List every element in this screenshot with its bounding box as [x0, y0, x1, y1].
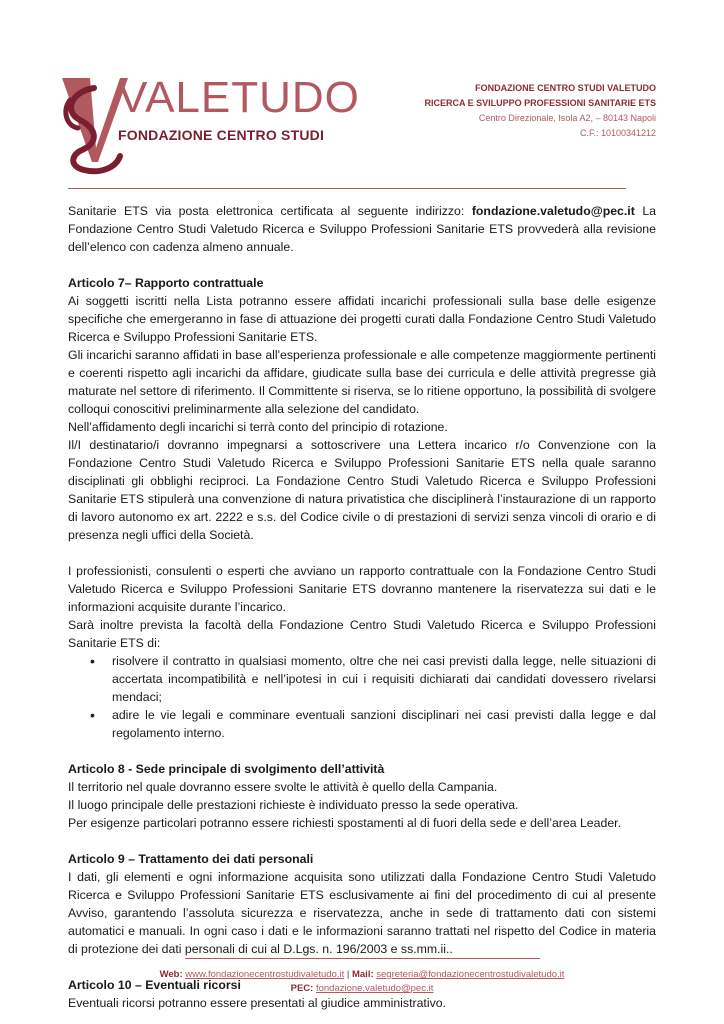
logo-subtitle: FONDAZIONE CENTRO STUDI — [118, 127, 325, 143]
footer-divider — [185, 958, 540, 959]
article-7-paragraph-4: Il/I destinatario/i dovranno impegnarsi a sottoscrivere una Lettera incarico r/o Convenzione con la Fondazione Centro Studi Valetudo Ricerca e Sviluppo Professioni Sanitarie ETS nella quale saranno disciplinati gli obblighi reciproci. La Fondazione Centro Studi Valetudo Ricerca e Sviluppo Professioni Sanitarie ETS stipulerà una convenzione di natura privatistica che disciplinerà l’instaurazione di un rapporto di lavoro autonomo ex art. 2222 e s.s. del Codice civile o di prestazioni di servizi senza vincoli di orario e di presenza negli uffici della Società. — [68, 438, 656, 542]
article-8-line-1: Il territorio nel quale dovranno essere svolte le attività è quello della Campania. — [68, 780, 498, 794]
article-8-heading: Articolo 8 - Sede principale di svolgimento dell’attività — [68, 762, 385, 776]
list-item: • risolvere il contratto in qualsiasi momento, oltre che nei casi previsti dalla legge, nelle situazioni di accertata incompatibilità e nell’ipotesi in cui i requisiti dichiarati dai candidati dovessero rivelarsi mendaci; — [112, 652, 656, 706]
intro-paragraph — [68, 202, 656, 256]
footer-line-2: PEC: fondazione.valetudo@pec.it — [290, 983, 434, 994]
web-label: Web — [159, 969, 180, 980]
logo-wordmark: VALETUDO — [118, 73, 360, 122]
org-name: FONDAZIONE CENTRO STUDI VALETUDO — [475, 83, 656, 93]
organization-details — [424, 81, 656, 141]
valetudo-logo — [60, 70, 360, 180]
article-9-heading: Articolo 9 – Trattamento dei dati personali — [68, 852, 314, 866]
article-7-heading: Articolo 7– Rapporto contrattuale — [68, 276, 264, 290]
article-10-paragraph: Eventuali ricorsi potranno essere presentati al giudice amministrativo. — [68, 996, 446, 1010]
letterhead — [0, 0, 724, 200]
intro-text-after: La Fondazione Centro Studi Valetudo Ricerca e Sviluppo Professioni Sanitarie ETS provvederà alla revisione dell’elenco con cadenza almeno annuale. — [68, 204, 656, 254]
article-7-paragraph-5: I professionisti, consulenti o esperti che avviano un rapporto contrattuale con la Fondazione Centro Studi Valetudo Ricerca e Sviluppo Professioni Sanitarie ETS dovranno mantenere la riservatezza sui dati e le informazioni acquisite durante l’incarico. — [68, 564, 656, 614]
article-10-heading: Articolo 10 – Eventuali ricorsi — [68, 978, 241, 992]
intro-text-before: Sanitarie ETS via posta elettronica certificata al seguente indirizzo: — [68, 204, 472, 218]
pec-email: fondazione.valetudo@pec.it — [471, 204, 635, 218]
article-7-paragraph-1: Ai soggetti iscritti nella Lista potranno essere affidati incarichi professionali sulla base delle esigenze specifiche che emergeranno in fase di attuazione dei progetti curati dalla Fondazione Centro Studi Valetudo Ricerca e Sviluppo Professioni Sanitarie ETS. — [68, 294, 656, 344]
article-7-paragraph-6: Sarà inoltre prevista la facoltà della Fondazione Centro Studi Valetudo Ricerca e Sviluppo Professioni Sanitarie ETS di: — [68, 618, 656, 650]
article-7-bullet-list — [68, 652, 656, 742]
article-7-paragraph-2: Gli incarichi saranno affidati in base all'esperienza professionale e alle competenze maggiormente pertinenti e coerenti rispetto agli incarichi da affidare, giudicate sulla base dei curricula e delle attività pregresse già maturate nel settore di riferimento. Il Committente si riserva, se lo ritiene opportuno, la possibilità di svolgere colloqui conoscitivi preliminarmente alla selezione del candidato. — [68, 348, 656, 416]
mail-link[interactable]: segreteria@fondazionecentrostudivaletudo.it — [376, 969, 565, 980]
mail-label: Mail: — [351, 969, 374, 980]
header-divider — [68, 188, 626, 189]
article-9-paragraph: I dati, gli elementi e ogni informazione acquisita sono utilizzati dalla Fondazione Centro Studi Valetudo Ricerca e Sviluppo Professioni Sanitarie ETS esclusivamente ai fini del procedimento di cui al presente Avviso, garantendo l’assoluta sicurezza e riservatezza, anche in sede di trattamento dati con sistemi automatici e manuali. In ogni caso i dati e le informazioni saranno trattati nel rispetto del Codice in materia di protezione dei dati personali di cui al D.Lgs. n. 196/2003 e ss.mm.ii.. — [68, 870, 656, 956]
pec-link[interactable]: fondazione.valetudo@pec.it — [315, 983, 434, 994]
org-tax-code: C.F.: 10100341212 — [579, 128, 656, 138]
article-8-line-2: Il luogo principale delle prestazioni richieste è individuato presso la sede operativa. — [68, 798, 519, 812]
article-7-paragraph-3: Nell’affidamento degli incarichi si terrà conto del principio di rotazione. — [68, 420, 448, 434]
pec-label: PEC — [290, 983, 311, 994]
org-subtitle: RICERCA E SVILUPPO PROFESSIONI SANITARIE ETS — [424, 98, 656, 108]
footer — [0, 968, 724, 996]
document-body — [68, 202, 656, 1012]
footer-line-1: Web: www.fondazionecentrostudivaletudo.it | Mail: segreteria@fondazionecentrostudivaletudo.it — [159, 969, 565, 980]
org-address: Centro Direzionale, Isola A2, – 80143 Napoli — [478, 113, 656, 123]
list-item: • adire le vie legali e comminare eventuali sanzioni disciplinari nei casi previsti dalla legge e dal regolamento interno. — [112, 706, 656, 742]
website-link[interactable]: www.fondazionecentrostudivaletudo.it — [185, 969, 345, 980]
footer-separator: | — [346, 969, 350, 980]
article-8-line-3: Per esigenze particolari potranno essere richiesti spostamenti al di fuori della sede e dell’area Leader. — [68, 816, 621, 830]
